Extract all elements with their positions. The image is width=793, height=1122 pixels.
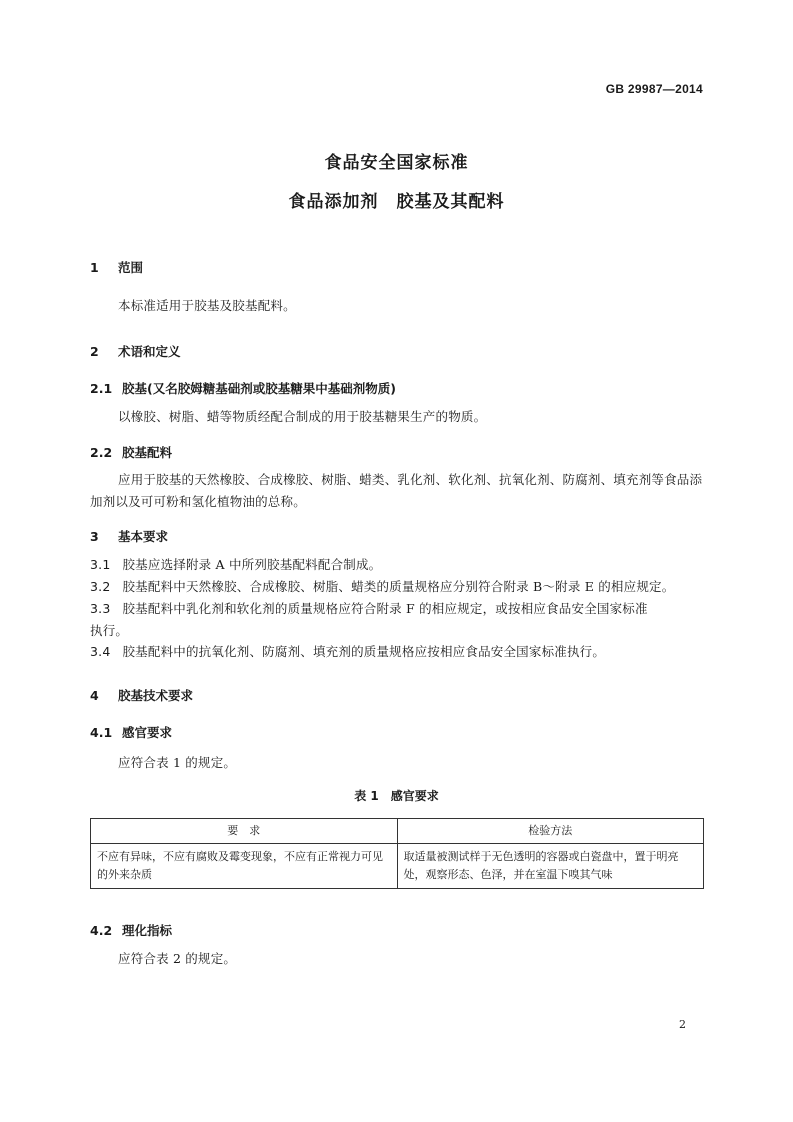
section-3-heading	[90, 527, 168, 545]
table-header-row	[91, 819, 704, 844]
section-4-1-heading	[90, 723, 172, 741]
clause-3-1	[90, 554, 705, 576]
page-number: 2	[679, 1018, 686, 1031]
clause-text: 胶基配料中的抗氧化剂、防腐剂、填充剂的质量规格应按相应食品安全国家标准执行。	[122, 644, 606, 659]
section-2-2-text-line1: 应用于胶基的天然橡胶、合成橡胶、树脂、蜡类、乳化剂、软化剂、抗氧化剂、防腐剂、填充剂等食品添	[118, 472, 703, 487]
clause-text: 胶基配料中天然橡胶、合成橡胶、树脂、蜡类的质量规格应分别符合附录 B～附录 E 的相应规定。	[122, 579, 675, 594]
section-2-heading	[90, 342, 181, 360]
clause-3-3	[90, 598, 705, 620]
sensory-requirements-table	[90, 818, 704, 889]
table-header-cell: 要 求	[91, 819, 398, 844]
table-header-cell: 检验方法	[397, 819, 704, 844]
clause-3-3-continued: 执行。	[90, 623, 129, 638]
section-title: 术语和定义	[118, 344, 181, 359]
section-number: 4.1	[90, 725, 113, 740]
section-title: 基本要求	[118, 529, 169, 544]
section-number: 2.2	[90, 445, 113, 460]
section-number: 3	[90, 529, 99, 544]
section-2-1-heading	[90, 379, 396, 397]
section-2-2-heading	[90, 443, 172, 461]
section-title: 胶基(又名胶姆糖基础剂或胶基糖果中基础剂物质)	[122, 381, 396, 396]
section-4-2-text: 应符合表 2 的规定。	[118, 951, 237, 966]
section-number: 1	[90, 260, 99, 275]
section-2-2-text-line2: 加剂以及可可粉和氢化植物油的总称。	[90, 494, 306, 509]
clause-number: 3.1	[90, 557, 111, 572]
clause-number: 3.4	[90, 644, 111, 659]
table-row	[91, 844, 704, 889]
section-title: 理化指标	[122, 923, 173, 938]
section-2-1-text: 以橡胶、树脂、蜡等物质经配合制成的用于胶基糖果生产的物质。	[118, 409, 487, 424]
clause-3-4	[90, 641, 705, 663]
clause-number: 3.2	[90, 579, 111, 594]
table-1-caption: 表 1 感官要求	[354, 789, 439, 803]
table-cell: 取适量被测试样于无色透明的容器或白瓷盘中，置于明亮处，观察形态、色泽，并在室温下嗅其气味	[397, 844, 704, 889]
clause-number: 3.3	[90, 601, 111, 616]
document-id: GB 29987—2014	[605, 82, 703, 96]
section-title: 胶基技术要求	[118, 688, 194, 703]
clause-text: 胶基配料中乳化剂和软化剂的质量规格应符合附录 F 的相应规定，或按相应食品安全国家标准	[122, 601, 648, 616]
section-number: 2	[90, 344, 99, 359]
clause-3-2	[90, 576, 705, 598]
section-1-text: 本标准适用于胶基及胶基配料。	[118, 298, 296, 313]
section-number: 4.2	[90, 923, 113, 938]
section-title: 感官要求	[122, 725, 173, 740]
section-1-heading	[90, 258, 143, 276]
clause-text: 胶基应选择附录 A 中所列胶基配料配合制成。	[122, 557, 382, 572]
section-title: 胶基配料	[122, 445, 173, 460]
section-4-2-heading	[90, 921, 172, 939]
section-number: 4	[90, 688, 99, 703]
main-title: 食品安全国家标准	[324, 153, 469, 173]
section-4-1-text: 应符合表 1 的规定。	[118, 755, 237, 770]
sub-title: 食品添加剂 胶基及其配料	[288, 192, 505, 212]
section-number: 2.1	[90, 381, 113, 396]
section-title: 范围	[118, 260, 144, 275]
section-4-heading	[90, 686, 193, 704]
table-cell: 不应有异味，不应有腐败及霉变现象，不应有正常视力可见的外来杂质	[91, 844, 398, 889]
